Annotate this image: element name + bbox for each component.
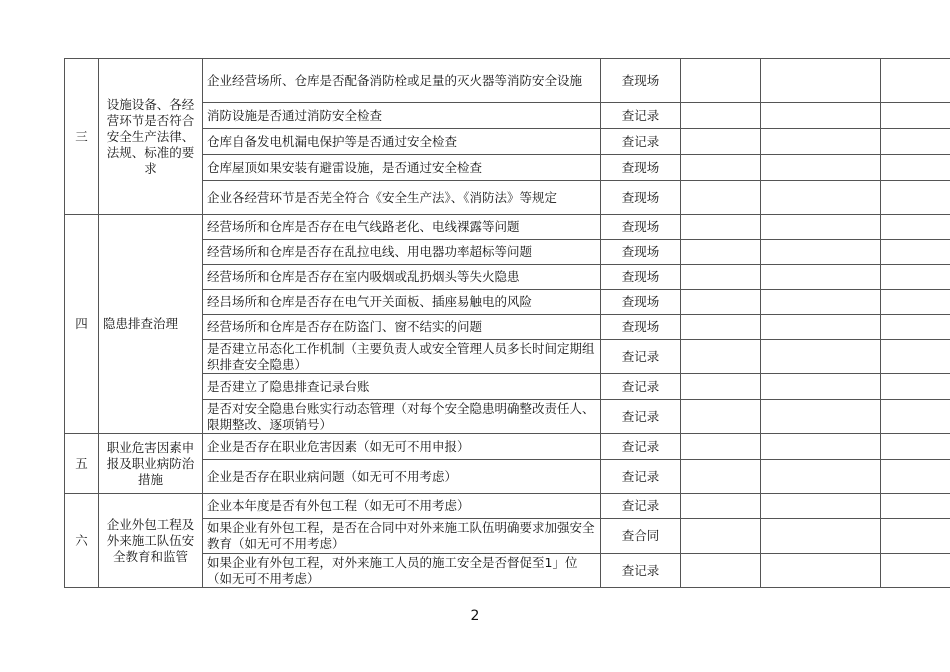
check-method: 查记录 [601, 103, 681, 129]
remark-cell [761, 494, 881, 519]
check-method: 查记录 [601, 554, 681, 588]
result-cell [681, 434, 761, 460]
result-cell [681, 265, 761, 290]
extra-cell [881, 59, 950, 103]
table-row [65, 494, 950, 519]
extra-cell [881, 215, 950, 240]
result-cell [681, 519, 761, 554]
extra-cell [881, 554, 950, 588]
remark-cell [761, 290, 881, 315]
check-item: 是否建立了隐患排查记录台账 [203, 374, 601, 400]
check-item: 消防设施是否通过消防安全检查 [203, 103, 601, 129]
check-method: 查现场 [601, 215, 681, 240]
remark-cell [761, 155, 881, 181]
result-cell [681, 290, 761, 315]
section-number: 三 [65, 59, 99, 215]
page-number: 2 [470, 608, 480, 624]
table-row [65, 434, 950, 460]
check-method: 查记录 [601, 340, 681, 374]
check-item: 是否建立吊态化工作机制（主要负责人或安全管理人员多长时间定期组织排查安全隐患） [203, 340, 601, 374]
check-method: 查记录 [601, 460, 681, 494]
check-item: 经吕场所和仓库是否存在电气开关面板、插座易触电的风险 [203, 290, 601, 315]
section-category: 隐患排查治理 [99, 215, 203, 434]
extra-cell [881, 519, 950, 554]
remark-cell [761, 265, 881, 290]
section-category: 职业危害因素申报及职业病防治措施 [99, 434, 203, 494]
check-item: 企业经营场所、仓库是否配备消防栓或足量的灭火器等消防安全设施 [203, 59, 601, 103]
check-item: 经营场所和仓库是否存在电气线路老化、电线裸露等问题 [203, 215, 601, 240]
extra-cell [881, 374, 950, 400]
extra-cell [881, 494, 950, 519]
check-item: 企业是否存在职业病问题（如无可不用考虑） [203, 460, 601, 494]
result-cell [681, 494, 761, 519]
section-category: 企业外包工程及外来施工队伍安全教育和监管 [99, 494, 203, 588]
check-method: 查现场 [601, 181, 681, 215]
result-cell [681, 315, 761, 340]
table-row [65, 215, 950, 240]
section-number: 六 [65, 494, 99, 588]
check-item: 是否对安全隐患台账实行动态管理（对每个安全隐患明确整改责任人、限期整改、逐项销号） [203, 400, 601, 434]
extra-cell [881, 265, 950, 290]
extra-cell [881, 434, 950, 460]
remark-cell [761, 460, 881, 494]
result-cell [681, 181, 761, 215]
check-method: 查记录 [601, 374, 681, 400]
result-cell [681, 155, 761, 181]
check-method: 查现场 [601, 290, 681, 315]
result-cell [681, 59, 761, 103]
extra-cell [881, 181, 950, 215]
check-method: 查现场 [601, 240, 681, 265]
extra-cell [881, 315, 950, 340]
remark-cell [761, 181, 881, 215]
check-method: 查记录 [601, 434, 681, 460]
check-item: 仓库屋顶如果安装有避雷设施，是否通过安全检查 [203, 155, 601, 181]
section-category: 设施设备、各经营环节是否符合安全生产法律、法规、标准的要求 [99, 59, 203, 215]
remark-cell [761, 374, 881, 400]
check-method: 查现场 [601, 265, 681, 290]
remark-cell [761, 103, 881, 129]
extra-cell [881, 240, 950, 265]
check-item: 经营场所和仓库是否存在室内吸烟或乱扔烟头等失火隐患 [203, 265, 601, 290]
remark-cell [761, 240, 881, 265]
result-cell [681, 340, 761, 374]
check-method: 查记录 [601, 400, 681, 434]
check-item: 企业各经营环节是否芜全符合《安全生产法》、《消防法》等规定 [203, 181, 601, 215]
extra-cell [881, 460, 950, 494]
result-cell [681, 129, 761, 155]
check-item: 经营场所和仓库是否存在防盗门、窗不结实的问题 [203, 315, 601, 340]
result-cell [681, 374, 761, 400]
extra-cell [881, 155, 950, 181]
extra-cell [881, 400, 950, 434]
remark-cell [761, 59, 881, 103]
section-number: 四 [65, 215, 99, 434]
extra-cell [881, 103, 950, 129]
result-cell [681, 215, 761, 240]
extra-cell [881, 340, 950, 374]
remark-cell [761, 340, 881, 374]
remark-cell [761, 315, 881, 340]
result-cell [681, 103, 761, 129]
check-method: 查记录 [601, 494, 681, 519]
check-method: 查合同 [601, 519, 681, 554]
remark-cell [761, 519, 881, 554]
extra-cell [881, 129, 950, 155]
table-row [65, 59, 950, 103]
check-item: 如果企业有外包工程，是否在合同中对外来施工队伍明确要求加强安全教育（如无可不用考虑） [203, 519, 601, 554]
result-cell [681, 554, 761, 588]
remark-cell [761, 400, 881, 434]
check-item: 企业本年度是否有外包工程（如无可不用考虑） [203, 494, 601, 519]
check-method: 查现场 [601, 315, 681, 340]
remark-cell [761, 215, 881, 240]
result-cell [681, 460, 761, 494]
remark-cell [761, 554, 881, 588]
remark-cell [761, 129, 881, 155]
check-item: 仓库自备发电机漏电保护等是否通过安全检查 [203, 129, 601, 155]
result-cell [681, 240, 761, 265]
inspection-table [64, 58, 950, 588]
check-item: 企业是否存在职业危害因素（如无可不用申报） [203, 434, 601, 460]
section-number: 五 [65, 434, 99, 494]
check-item: 如果企业有外包工程，对外来施工人员的施工安全是否督促至1」位（如无可不用考虑） [203, 554, 601, 588]
check-method: 查现场 [601, 155, 681, 181]
check-item: 经营场所和仓库是否存在乱拉电线、用电器功率超标等问题 [203, 240, 601, 265]
result-cell [681, 400, 761, 434]
remark-cell [761, 434, 881, 460]
check-method: 查现场 [601, 59, 681, 103]
extra-cell [881, 290, 950, 315]
check-method: 查记录 [601, 129, 681, 155]
